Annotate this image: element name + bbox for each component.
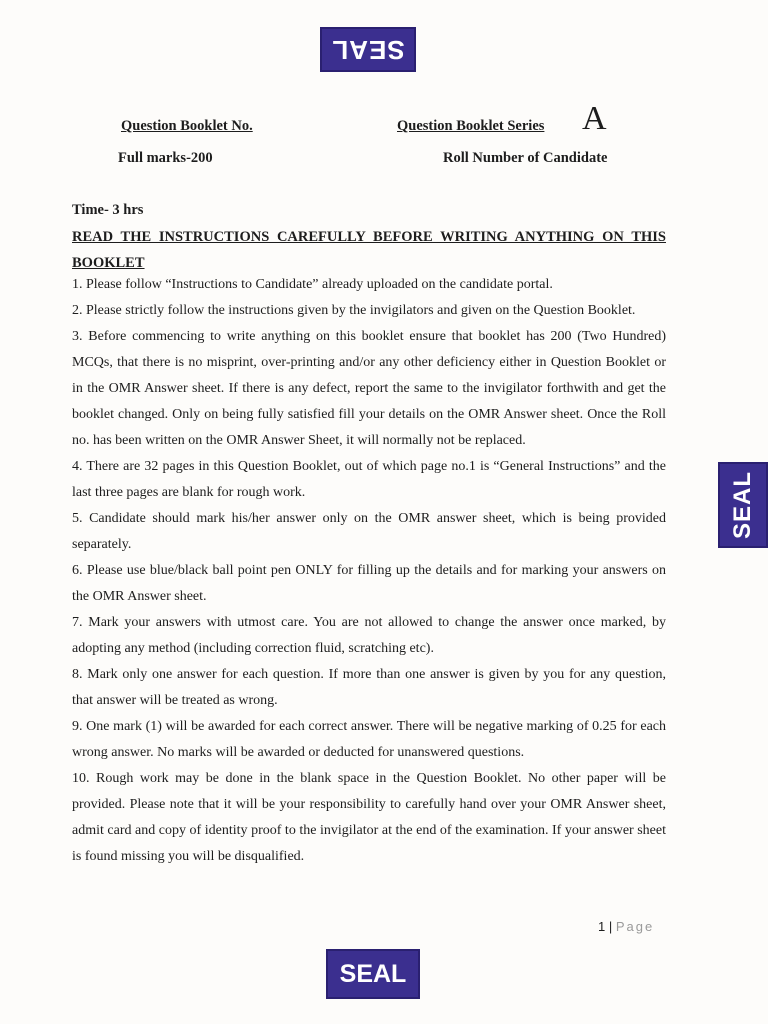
instruction-item: 10. Rough work may be done in the blank space in the Question Booklet. No other paper will be provided. Please note that it will be your responsibility to carefully hand over your OMR Answer sheet, admit card and copy of identity proof to the invigilator at the end of the examination. If your answer sheet is found missing you will be disqualified. — [72, 771, 666, 864]
instruction-item: 8. Mark only one answer for each question. If more than one answer is given by you for any question, that answer will be treated as wrong. — [72, 667, 666, 708]
instructions-list — [72, 272, 666, 870]
page-footer — [598, 919, 654, 934]
page-word: Page — [615, 919, 655, 934]
instruction-item: 9. One mark (1) will be awarded for each correct answer. There will be negative marking of 0.25 for each wrong answer. No marks will be awarded or deducted for unanswered questions. — [72, 719, 666, 760]
instruction-item: 6. Please use blue/black ball point pen ONLY for filling up the details and for marking your answers on the OMR Answer sheet. — [72, 563, 666, 604]
seal-stamp-bottom — [326, 949, 420, 999]
instruction-item: 7. Mark your answers with utmost care. You are not allowed to change the answer once marked, by adopting any method (including correction fluid, scratching etc). — [72, 615, 666, 656]
instruction-item: 3. Before commencing to write anything on this booklet ensure that booklet has 200 (Two Hundred) MCQs, that there is no misprint, over-printing and/or any other deficiency either in Question Booklet or in the OMR Answer sheet. If there is any defect, report the same to the invigilator forthwith and get the booklet changed. Only on being fully satisfied fill your details on the OMR Answer sheet. Once the Roll no. has been written on the OMR Answer Sheet, it will normally not be replaced. — [72, 329, 666, 448]
roll-number-label: Roll Number of Candidate — [443, 150, 608, 166]
full-marks: Full marks-200 — [118, 150, 213, 166]
question-booklet-series-label: Question Booklet Series — [397, 118, 545, 134]
seal-bottom-text: SEAL — [339, 959, 407, 988]
seal-stamp-right — [718, 462, 768, 548]
question-booklet-no-label: Question Booklet No. — [121, 118, 253, 134]
instruction-item: 5. Candidate should mark his/her answer only on the OMR answer sheet, which is being provided separately. — [72, 511, 666, 552]
page-separator: | — [608, 919, 613, 934]
read-instructions-heading: READ THE INSTRUCTIONS CAREFULLY BEFORE WRITING ANYTHING ON THIS BOOKLET — [72, 229, 666, 271]
page-number: 1 — [598, 919, 606, 934]
exam-time: Time- 3 hrs — [72, 202, 144, 218]
instruction-item: 2. Please strictly follow the instructions given by the invigilators and given on the Question Booklet. — [72, 303, 636, 318]
instruction-item: 4. There are 32 pages in this Question Booklet, out of which page no.1 is “General Instructions” and the last three pages are blank for rough work. — [72, 459, 666, 500]
seal-top-text: SEAL — [331, 35, 405, 65]
seal-right-text: SEAL — [729, 470, 757, 540]
instruction-item: 1. Please follow “Instructions to Candidate” already uploaded on the candidate portal. — [72, 277, 553, 292]
booklet-series-letter: A — [582, 100, 607, 137]
seal-stamp-top — [320, 27, 416, 72]
